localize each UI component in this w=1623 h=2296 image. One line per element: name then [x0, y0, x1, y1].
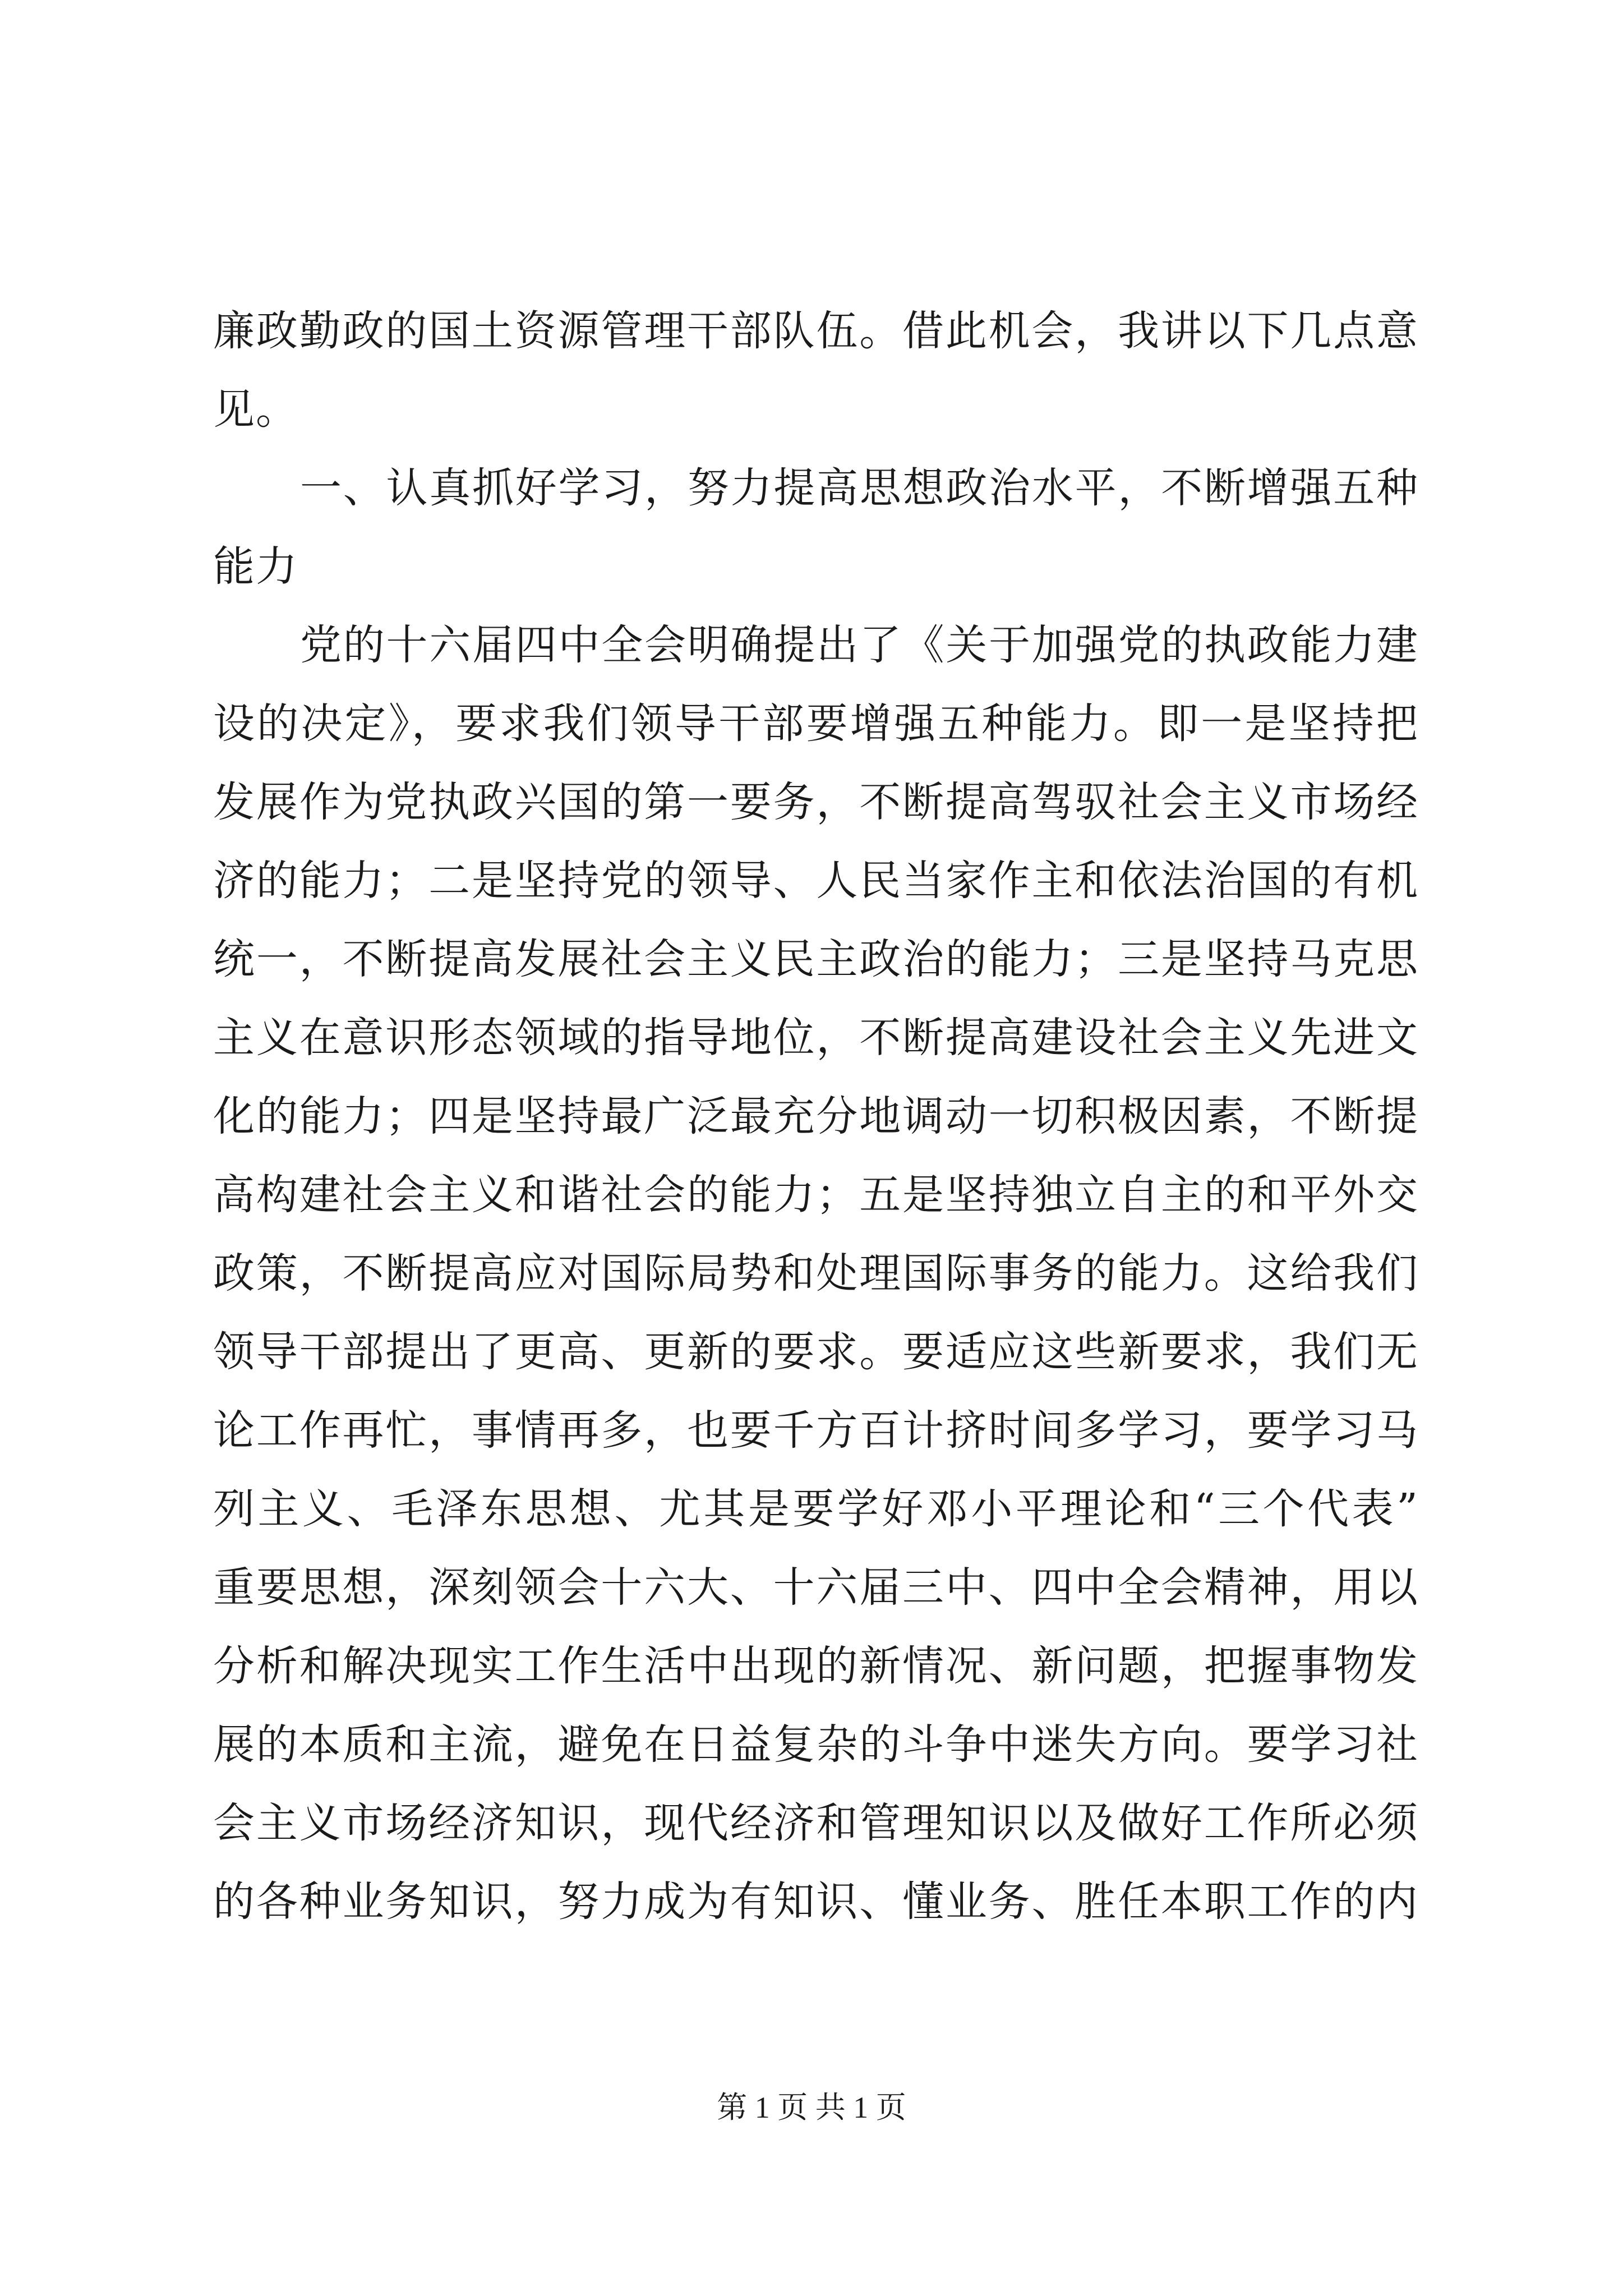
text-line: 主义在意识形态领域的指导地位，不断提高建设社会主义先进文: [213, 1014, 1419, 1062]
page-footer: [0, 2088, 1623, 2127]
text-line: 列主义、毛泽东思想、尤其是要学好邓小平理论和“三个代表”: [213, 1485, 1419, 1533]
text-line: 廉政勤政的国土资源管理干部队伍。借此机会，我讲以下几点意: [213, 307, 1419, 355]
text-line: 设的决定》，要求我们领导干部要增强五种能力。即一是坚持把: [213, 700, 1419, 748]
text-line: 政策，不断提高应对国际局势和处理国际事务的能力。这给我们: [213, 1249, 1419, 1297]
text-line: 化的能力；四是坚持最广泛最充分地调动一切积极因素，不断提: [213, 1092, 1419, 1140]
text-line: 济的能力；二是坚持党的领导、人民当家作主和依法治国的有机: [213, 857, 1419, 905]
text-line: 见。: [213, 385, 298, 434]
text-line: 重要思想，深刻领会十六大、十六届三中、四中全会精神，用以: [213, 1563, 1419, 1612]
text-line: 会主义市场经济知识，现代经济和管理知识以及做好工作所必须: [213, 1799, 1419, 1847]
text-line: 领导干部提出了更高、更新的要求。要适应这些新要求，我们无: [213, 1328, 1419, 1376]
text-line: 分析和解决现实工作生活中出现的新情况、新问题，把握事物发: [213, 1642, 1419, 1690]
text-line: 展的本质和主流，避免在日益复杂的斗争中迷失方向。要学习社: [213, 1720, 1419, 1769]
page-number-label: 第 1 页 共 1 页: [717, 2091, 906, 2124]
body-text: [213, 292, 1419, 1941]
text-line: 统一，不断提高发展社会主义民主政治的能力；三是坚持马克思: [213, 935, 1419, 983]
section-heading-line: 能力: [213, 542, 298, 591]
text-line: 论工作再忙，事情再多，也要千方百计挤时间多学习，要学习马: [213, 1406, 1419, 1455]
text-line: 的各种业务知识，努力成为有知识、懂业务、胜任本职工作的内: [213, 1878, 1419, 1926]
section-heading-line: 一、认真抓好学习，努力提高思想政治水平，不断增强五种: [300, 464, 1419, 512]
text-line: 发展作为党执政兴国的第一要务，不断提高驾驭社会主义市场经: [213, 778, 1419, 826]
text-line: 党的十六届四中全会明确提出了《关于加强党的执政能力建: [300, 621, 1419, 669]
text-line: 高构建社会主义和谐社会的能力；五是坚持独立自主的和平外交: [213, 1171, 1419, 1219]
